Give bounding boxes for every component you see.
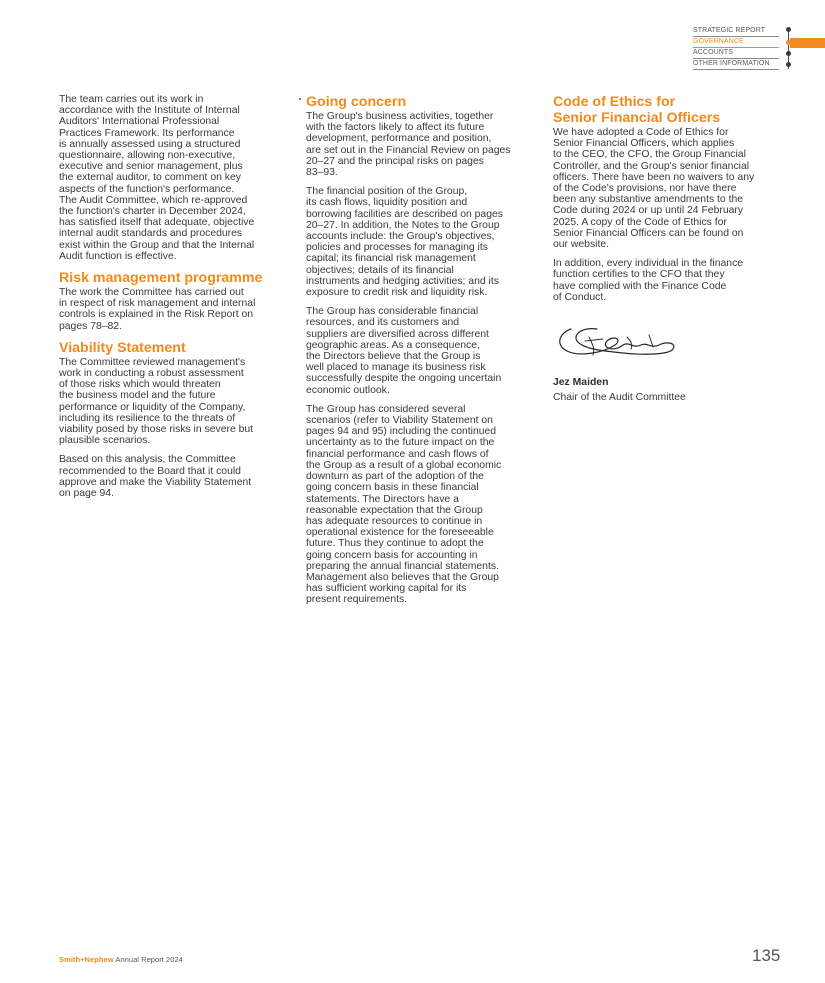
- going-concern-paragraph-4: The Group has considered several scenarios (refer to Viability Statement on pages 94 and 95) including the continued uncertainty as to the future impact on the financial performance and cash flows of the Group as a result of a global economic downturn as part of the adoption of the going concern basis in these financial statements. The Directors have a reasonable expectation that the Group has adequate resources to continue in operational existence for the foreseeable future. Thus they continue to adopt the going concern basis for accounting in preparing the annual financial statements. Management also believes that the Group has sufficient working capital for its present requirements.: [306, 403, 502, 606]
- brand-name: Smith+Nephew: [59, 955, 114, 964]
- nav-item-strategic-report[interactable]: STRATEGIC REPORT: [693, 27, 766, 34]
- code-of-ethics-paragraph-1: We have adopted a Code of Ethics for Senior Financial Officers, which applies to the CEO, the CFO, the Group Financial Controller, and the Group's senior financial officers. There have been no waivers to any of the Code's provisions, nor have there been any substantive amendments to the Code during 2024 or up until 24 February 2025. A copy of the Code of Ethics for Senior Financial Officers can be found on our website.: [553, 127, 755, 251]
- nav-active-tab: [790, 38, 825, 48]
- signature-image: [553, 315, 683, 365]
- internal-audit-paragraph: The team carries out its work in accordance with the Institute of Internal Auditors' International Professional Practices Framework. Its performance is annually assessed using a structured questionnaire, allowing non-executive, executive and senior management, plus the external auditor, to comment on key aspects of the function's performance. The Audit Committee, which re-approved the function's charter in December 2024, has satisfied itself that adequate, objective internal audit standards and procedures exist within the Group and that the Internal Audit function is effective.: [59, 94, 255, 262]
- nav-item-accounts[interactable]: ACCOUNTS: [693, 49, 734, 56]
- column-left: [59, 94, 285, 507]
- nav-item-other-information[interactable]: OTHER INFORMATION: [693, 60, 770, 67]
- page-number: 135: [752, 946, 781, 965]
- column-marker: [299, 98, 301, 100]
- footer: [59, 955, 183, 964]
- signer-title: Chair of the Audit Committee: [553, 392, 686, 404]
- going-concern-paragraph-3: The Group has considerable financial resources, and its customers and suppliers are diversified across different geographic areas. As a consequence, the Directors believe that the Group is well placed to manage its business risk successfully despite the ongoing uncertain economic outlook.: [306, 306, 502, 396]
- nav-marker-dot: [786, 51, 791, 56]
- column-middle: [306, 94, 536, 614]
- section-navigator: [693, 26, 825, 72]
- nav-divider: [693, 69, 779, 70]
- nav-item-governance[interactable]: GOVERNANCE: [693, 38, 744, 45]
- code-of-ethics-paragraph-2: In addition, every individual in the finance function certifies to the CFO that they have complied with the Finance Code of Conduct.: [553, 258, 744, 303]
- report-title: Annual Report 2024: [113, 955, 183, 964]
- viability-paragraph-2: Based on this analysis, the Committee recommended to the Board that it could approve and make the Viability Statement on page 94.: [59, 454, 252, 500]
- viability-paragraph-1: The Committee reviewed management's work in conducting a robust assessment of those risks which would threaten the business model and the future performance or liquidity of the Company, including its resilience to the threats of viability posed by those risks in severe but plausible scenarios.: [59, 356, 254, 447]
- code-of-ethics-heading: Code of Ethics for Senior Financial Officers: [553, 94, 721, 126]
- going-concern-heading: Going concern: [306, 94, 407, 110]
- risk-management-heading: Risk management programme: [59, 270, 263, 287]
- signer-name: Jez Maiden: [553, 377, 609, 389]
- column-right: [553, 94, 783, 404]
- nav-marker-dot: [786, 27, 791, 32]
- risk-management-paragraph: The work the Committee has carried out in respect of risk management and internal controls is explained in the Risk Report on pages 78–82.: [59, 287, 256, 332]
- viability-statement-heading: Viability Statement: [59, 339, 186, 356]
- going-concern-paragraph-2: The financial position of the Group, its cash flows, liquidity position and borrowing facilities are described on pages 20–27. In addition, the Notes to the Group accounts include: the Group's objectives, policies and processes for managing its capital; its financial risk management objectives; details of its financial instruments and hedging activities; and its exposure to credit risk and liquidity risk.: [306, 186, 503, 299]
- going-concern-paragraph-1: The Group's business activities, together with the factors likely to affect its future development, performance and position, are set out in the Financial Review on pages 20–27 and the principal risks on pages 83–93.: [306, 111, 511, 179]
- nav-marker-dot: [786, 62, 791, 67]
